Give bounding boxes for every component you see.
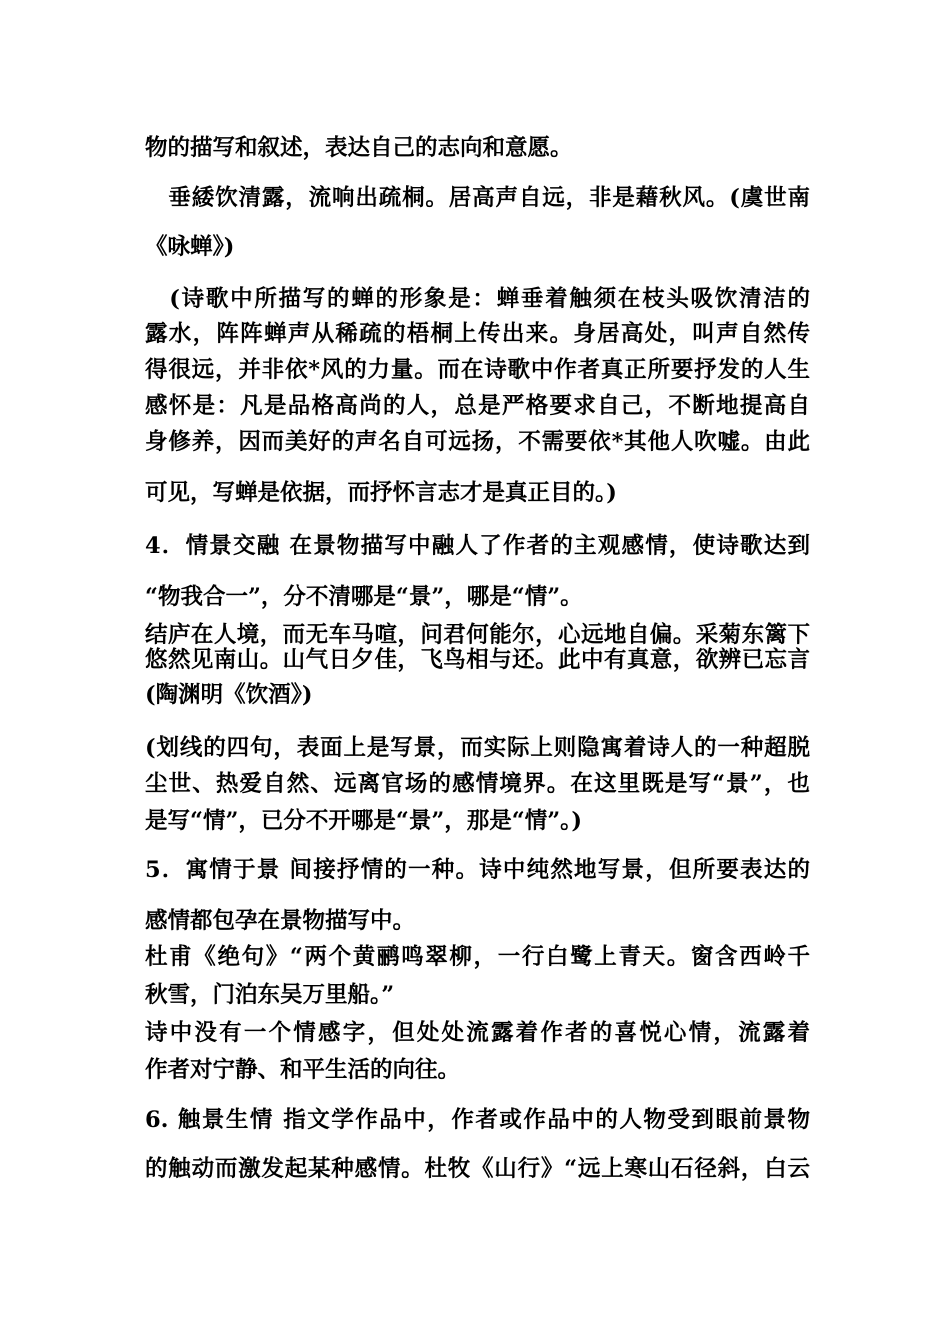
poem-line: 结庐在人境，而无车马喧，问君何能尔，心远地自偏。采菊东篱下 <box>145 622 810 648</box>
text-line: 诗中没有一个情感字，但处处流露着作者的喜悦心情，流露着 <box>145 1020 810 1046</box>
text-line: 尘世、热爱自然、远离官场的感情境界。在这里既是写“景”，也 <box>145 771 810 797</box>
text-line: (诗歌中所描写的蝉的形象是：蝉垂着触须在枝头吸饮清洁的 <box>145 286 810 312</box>
text-line: 物的描写和叙述，表达自己的志向和意愿。 <box>145 135 573 161</box>
text-line: 身修养，因而美好的声名自可远扬，不需要依*其他人吹嘘。由此 <box>145 429 810 455</box>
text-line: 的触动而激发起某种感情。杜牧《山行》“远上寒山石径斜，白云 <box>145 1156 810 1182</box>
text-line: 杜甫《绝句》“两个黄鹂鸣翠柳，一行白鹭上青天。窗含西岭千 <box>145 944 810 970</box>
text-line: 露水，阵阵蝉声从稀疏的梧桐上传出来。身居高处，叫声自然传 <box>145 321 810 347</box>
text-line: 是写“情”，已分不开哪是“景”，那是“情”。) <box>145 808 583 834</box>
text-line: 可见，写蝉是依据，而抒怀言志才是真正目的。) <box>145 480 617 506</box>
text-line: 感怀是：凡是品格高尚的人，总是严格要求自己，不断地提高自 <box>145 393 810 419</box>
text-line: 秋雪，门泊东吴万里船。” <box>145 982 395 1008</box>
section-heading-5: 5．寓情于景 间接抒情的一种。诗中纯然地写景，但所要表达的 <box>145 857 810 883</box>
text-line: “物我合一”，分不清哪是“景”，哪是“情”。 <box>145 584 583 610</box>
text-line: (划线的四句，表面上是写景，而实际上则隐寓着诗人的一种超脱 <box>145 735 810 761</box>
text-line: 垂緌饮清露，流响出疏桐。居高声自远，非是藉秋风。(虞世南 <box>145 185 810 211</box>
text-line: 作者对宁静、和平生活的向往。 <box>145 1057 461 1083</box>
text-line: 得很远，并非依*风的力量。而在诗歌中作者真正所要抒发的人生 <box>145 357 810 383</box>
text-line: 《咏蝉》) <box>145 234 235 260</box>
poem-source: (陶渊明《饮酒》) <box>145 682 313 708</box>
section-heading-6: 6. 触景生情 指文学作品中，作者或作品中的人物受到眼前景物 <box>145 1107 810 1133</box>
text-line: 感情都包孕在景物描写中。 <box>145 908 416 934</box>
section-heading-4: 4．情景交融 在景物描写中融人了作者的主观感情，使诗歌达到 <box>145 533 810 559</box>
poem-line: 悠然见南山。山气日夕佳，飞鸟相与还。此中有真意，欲辨已忘言 <box>145 647 810 673</box>
